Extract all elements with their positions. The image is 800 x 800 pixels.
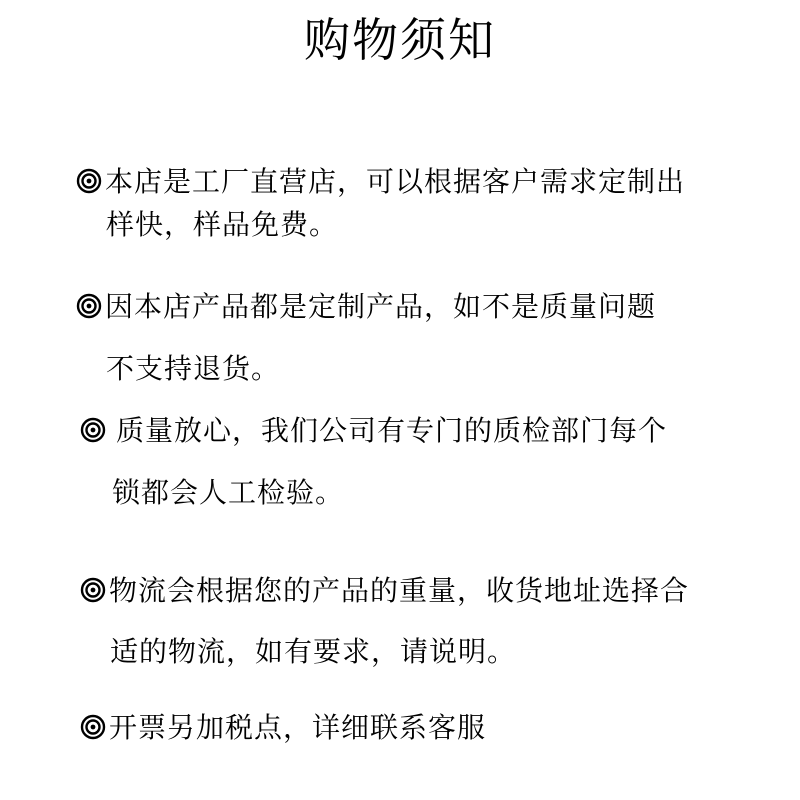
note-3-line-1 bbox=[80, 413, 667, 449]
note-1-text-2: 样快，样品免费。 bbox=[106, 208, 339, 241]
note-4-line-1 bbox=[80, 573, 689, 609]
note-1-line-1 bbox=[76, 164, 685, 200]
bullseye-icon bbox=[80, 417, 106, 443]
bullseye-icon bbox=[76, 293, 102, 319]
note-4-line-2 bbox=[110, 634, 516, 670]
note-5-line-1 bbox=[80, 710, 486, 746]
note-3-text-2: 锁都会人工检验。 bbox=[112, 476, 345, 509]
note-2-line-1 bbox=[76, 289, 656, 325]
note-3-line-2 bbox=[112, 475, 344, 511]
note-3-text-1: 质量放心，我们公司有专门的质检部门每个 bbox=[116, 414, 668, 447]
note-2-text-2: 不支持退货。 bbox=[106, 352, 281, 385]
note-4-text-2: 适的物流，如有要求，请说明。 bbox=[110, 635, 517, 668]
note-1-line-2 bbox=[106, 207, 338, 243]
note-5-text-1: 开票另加税点，详细联系客服 bbox=[109, 711, 487, 744]
bullseye-icon bbox=[80, 714, 106, 740]
note-4-text-1: 物流会根据您的产品的重量，收货地址选择合 bbox=[109, 574, 690, 607]
note-1-text-1: 本店是工厂直营店，可以根据客户需求定制出 bbox=[105, 165, 686, 198]
bullseye-icon bbox=[80, 577, 106, 603]
note-2-text-1: 因本店产品都是定制产品，如不是质量问题 bbox=[105, 290, 657, 323]
note-2-line-2 bbox=[106, 351, 280, 387]
page-title: 购物须知 bbox=[304, 13, 496, 67]
bullseye-icon bbox=[76, 168, 102, 194]
